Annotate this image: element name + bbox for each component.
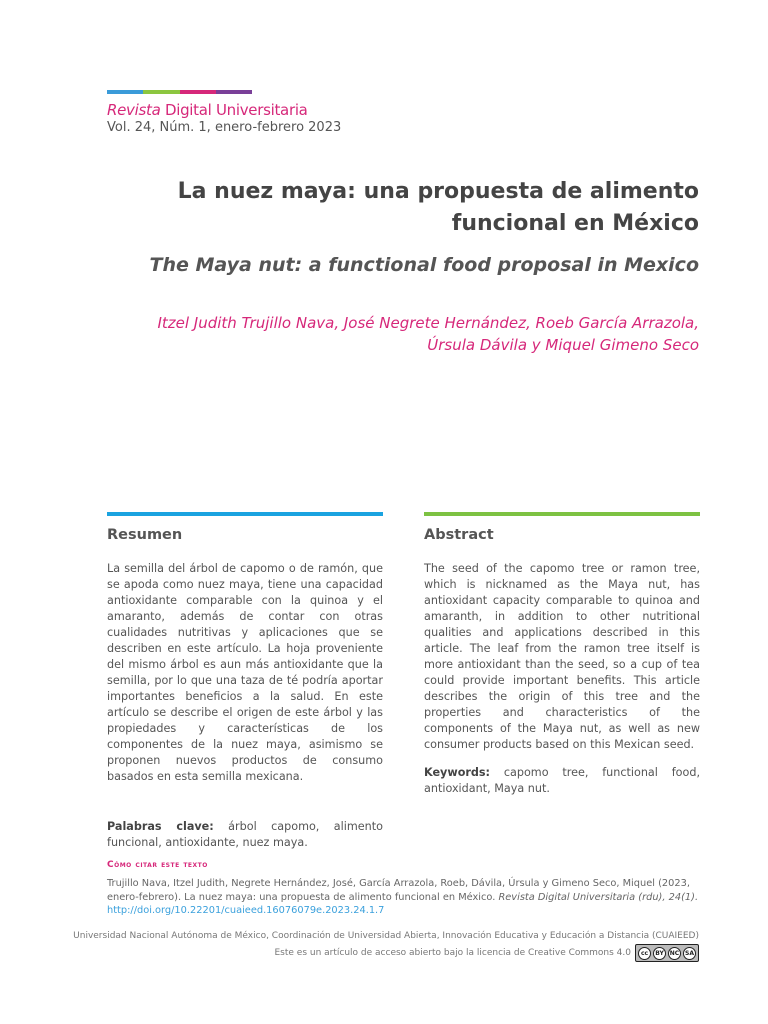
license-text: Este es un artículo de acceso abierto bajo la licencia de Creative Commons 4.0 bbox=[274, 948, 631, 958]
cc-license-badge[interactable] bbox=[635, 944, 699, 962]
citation-text bbox=[107, 877, 699, 918]
cc-by-icon: BY bbox=[653, 947, 666, 960]
resumen-section bbox=[107, 512, 383, 851]
journal-name bbox=[107, 101, 308, 119]
color-segment-purple bbox=[216, 90, 252, 94]
authors-line-1: Itzel Judith Trujillo Nava, José Negrete Hernández, Roeb García Arrazola, bbox=[157, 314, 699, 332]
palabras-clave-label: Palabras clave: bbox=[107, 820, 214, 833]
keywords bbox=[424, 765, 700, 797]
keywords-label: Keywords: bbox=[424, 766, 491, 779]
authors bbox=[119, 312, 699, 356]
citation-rdu: (rdu), 24(1). bbox=[635, 891, 699, 903]
cc-nc-icon: NC bbox=[668, 947, 681, 960]
abstract-bar bbox=[424, 512, 700, 516]
citation-doi-link[interactable]: http://doi.org/10.22201/cuaieed.16076079e.2023.24.1.7 bbox=[107, 905, 385, 916]
journal-name-italic: Revista bbox=[107, 101, 161, 119]
article-title-en: The Maya nut: a functional food proposal in Mexico bbox=[149, 254, 699, 276]
header-color-bar bbox=[107, 90, 252, 94]
keywords-list: capomo tree, functional food, antioxidant, Maya nut. bbox=[424, 766, 700, 795]
color-segment-pink bbox=[180, 90, 216, 94]
volume-info: Vol. 24, Núm. 1, enero-febrero 2023 bbox=[107, 120, 342, 135]
resumen-body: La semilla del árbol de capomo o de ramón, que se apoda como nuez maya, tiene una capacidad antioxidante comparable con la quinoa y el amaranto, además de contar con otras cualidades nutritivas y aplicaciones que se describen en este artículo. La hoja proveniente del mismo árbol es aun más antioxidante que la semilla, por lo que una taza de té podría aportar importantes beneficios a la salud. En este artículo se describe el origen de este árbol y las propiedades y características de los componentes de la nuez maya, asimismo se proponen nuevos productos de consumo basados en esta semilla mexicana. bbox=[107, 562, 383, 783]
citation-heading: Cómo citar este texto bbox=[107, 860, 208, 870]
citation-journal: Revista Digital Universitaria bbox=[498, 891, 636, 903]
abstract-body: The seed of the capomo tree or ramon tree, which is nicknamed as the Maya nut, has antioxidant capacity comparable to quinoa and amaranth, in addition to other nutritional qualities and applications described in this article. The leaf from the ramon tree itself is more antioxidant than the seed, so a cup of tea could provide important benefits. This article describes the origin of this tree and the properties and characteristics of the components of the Maya nut, as well as new consumer products based on this Mexican seed. bbox=[424, 562, 700, 751]
palabras-clave bbox=[107, 819, 383, 851]
resumen-bar bbox=[107, 512, 383, 516]
article-title-es: La nuez maya: una propuesta de alimento funcional en México bbox=[177, 179, 699, 236]
resumen-heading: Resumen bbox=[107, 527, 183, 543]
abstract-heading: Abstract bbox=[424, 527, 494, 543]
journal-name-rest: Digital Universitaria bbox=[160, 101, 308, 119]
cc-icon: cc bbox=[638, 947, 651, 960]
abstract-section bbox=[424, 512, 700, 797]
authors-line-2: Úrsula Dávila y Miquel Gimeno Seco bbox=[427, 336, 699, 354]
color-segment-blue bbox=[107, 90, 143, 94]
cc-sa-icon: SA bbox=[683, 947, 696, 960]
footer-institution: Universidad Nacional Autónoma de México, Coordinación de Universidad Abierta, Innovación Educativa y Educación a Distancia (CUAIEED) bbox=[73, 931, 699, 941]
color-segment-green bbox=[143, 90, 179, 94]
citation-body: Trujillo Nava, Itzel Judith, Negrete Hernández, José, García Arrazola, Roeb, Dávila, Úrsula y Gimeno Seco, Miquel (2023, enero-febrero). La nuez maya: una propuesta de alimento funcional en México. bbox=[107, 878, 690, 903]
palabras-clave-list: árbol capomo, alimento funcional, antioxidante, nuez maya. bbox=[107, 820, 383, 849]
footer-license bbox=[275, 944, 700, 962]
